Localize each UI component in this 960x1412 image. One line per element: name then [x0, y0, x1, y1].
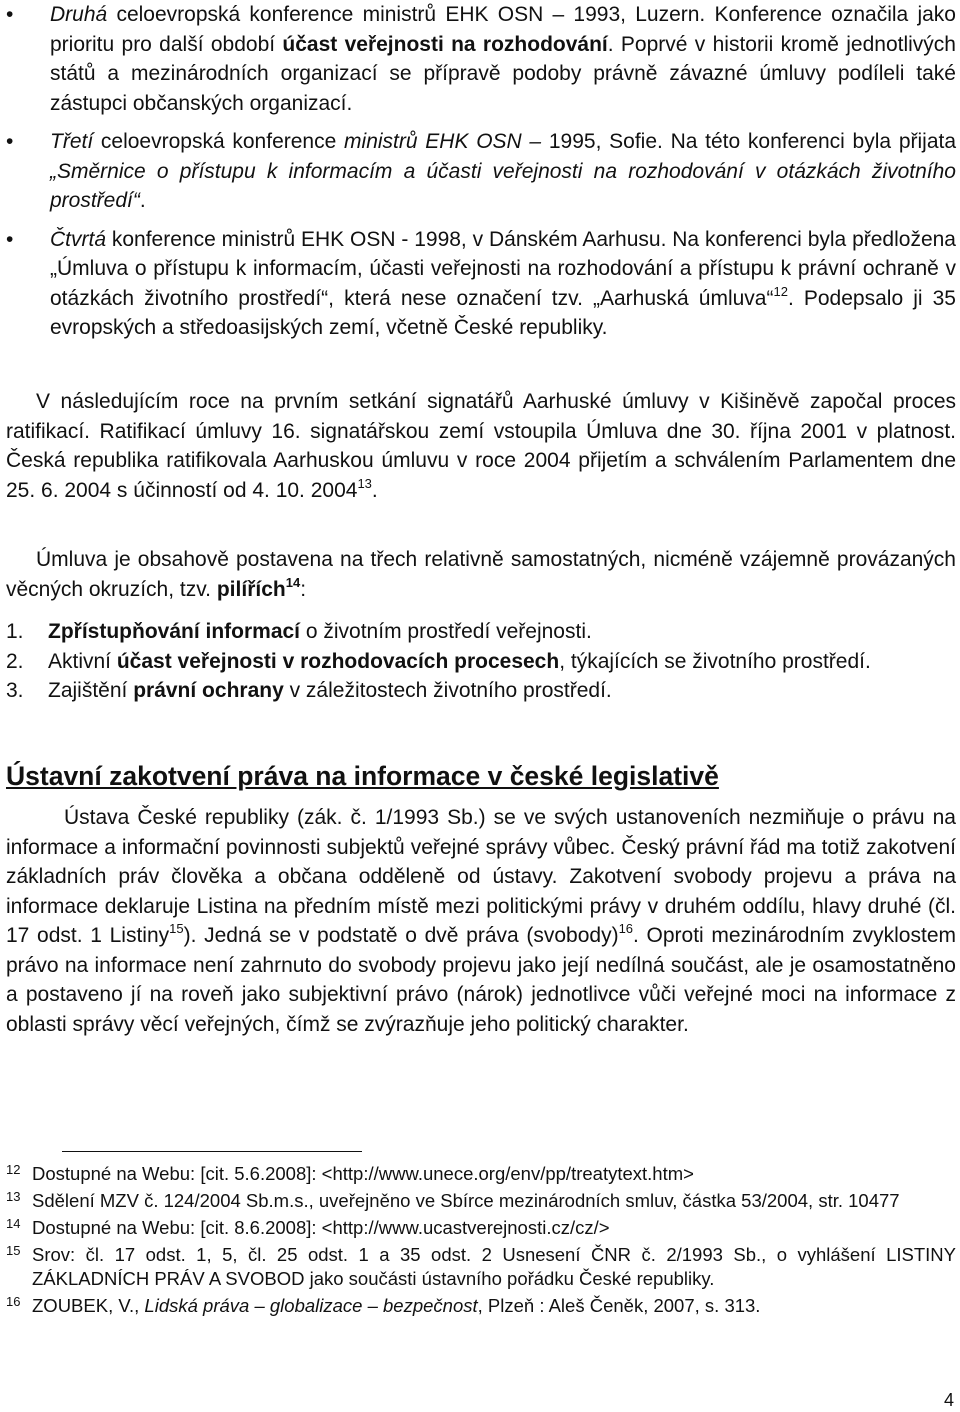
pillar-item: 2. Aktivní účast veřejnosti v rozhodovacích procesech, týkajících se životního prostředí. — [6, 649, 871, 673]
footnote-item: 14 Dostupné na Webu: [cit. 8.6.2008]: <http://www.ucastverejnosti.cz/cz/> — [6, 1216, 610, 1238]
book-title: Lidská práva – globalizace – bezpečnost — [144, 1294, 478, 1316]
pillar-item: 3. Zajištění právní ochrany v záležitostech životního prostředí. — [6, 679, 612, 702]
footnote-item: 12 Dostupné na Webu: [cit. 5.6.2008]: <http://www.unece.org/env/pp/treatytext.htm> — [6, 1162, 694, 1184]
footnote-ref[interactable]: 13 — [357, 475, 372, 491]
page-number: 4 — [943, 1390, 954, 1410]
bullet-fourth-conference: • Čtvrtá konference ministrů EHK OSN - 1998, v Dánském Aarhusu. Na konferenci byla předložena „Úmluva o přístupu k informacím, účasti veřejnosti na rozhodování a přístupu k právní ochraně v otázkách životního prostředí“, která nese označení tzv. „Aarhuská úmluva“$^{12}$. Podepsalo ji 35 evropských a středoasijských zemí, včetně České republiky. — [0, 225, 960, 343]
footnote-ref[interactable]: 16 — [618, 921, 634, 936]
footnote-separator — [62, 1151, 362, 1152]
pillars-list — [6, 617, 956, 706]
pillar-item: 1. Zpřístupňování informací o životním prostředí veřejnosti. — [6, 620, 592, 643]
footnote-item: 13 Sdělení MZV č. 124/2004 Sb.m.s., uveřejněno ve Sbírce mezinárodních smluv, částka 53/2004, str. 10477 — [6, 1189, 900, 1211]
footnotes-list — [6, 1162, 956, 1321]
paragraph-constitution: Ústava České republiky (zák. č. 1/1993 Sb.) se ve svých ustanoveních nezmiňuje o právu na informace a informační povinnosti subjektů veřejné správy vůbec. Český právní řád ma totiž zakotvení základních práv člověka a občana odděleně od ústavy. Zakotvení svobody projevu a práva na informace deklaruje Listina na předním místě mezi politickými právy v druhém oddílu, hlavy druhé (čl. 17 odst. 1 Listiny$^{15}$). Jedná se v podstatě o dvě práva (svobody)$^{16}$. Oproti mezinárodním zvyklostem právo na informace není zahrnuto do svobody projevu jako její nedílná součást, ale je osamostatněno a postaveno jí na roveň jako subjektivní právo (nárok) jednotlivce vůči veřejné moci na informace z oblasti správy věcí veřejných, čímž se zvýrazňuje jeho politický charakter. — [6, 806, 956, 1036]
footnote-item: 15 Srov: čl. 17 odst. 1, 5, čl. 25 odst. 1 a 35 odst. 2 Usnesení ČNR č. 2/1993 Sb., o vyhlášení LISTINY ZÁKLADNÍCH PRÁV A SVOBOD jako součásti ústavního pořádku České republiky. — [6, 1243, 956, 1289]
bullet-lead: Čtvrtá — [50, 227, 107, 251]
conference-bullet-list — [0, 0, 960, 343]
bullet-third-conference: • Třetí celoevropská konference ministrů EHK OSN – 1995, Sofie. Na této konferenci byla přijata „Směrnice o přístupu k informacím a účasti veřejnosti na rozhodování v otázkách životního prostředí“. — [0, 127, 960, 216]
document-title: „Směrnice o přístupu k informacím a účasti veřejnosti na rozhodování v otázkách životního prostředí“ — [50, 159, 956, 212]
footnote-ref[interactable]: 12 — [773, 283, 788, 299]
bold-phrase: účast veřejnosti na rozhodování — [282, 32, 608, 56]
bullet-lead: Třetí — [50, 130, 94, 153]
bullet-second-conference: • Druhá celoevropská konference ministrů EHK OSN – 1993, Luzern. Konference označila jako prioritu pro další období účast veřejnosti na rozhodování. Poprvé v historii kromě jednotlivých států a mezinárodních organizací se přípravě podoby právně závazné úmluvy podíleli také zástupci občanských organizací. — [0, 0, 960, 118]
footnote-ref[interactable]: 14 — [285, 574, 301, 590]
section-heading: Ústavní zakotvení práva na informace v české legislativě — [6, 761, 719, 791]
paragraph-pillars: Úmluva je obsahově postavena na třech relativně samostatných, nicméně vzájemně provázaných věcných okruzích, tzv. pilířích$^{14}$: — [6, 548, 956, 601]
bullet-lead: Druhá — [50, 3, 108, 26]
footnote-ref[interactable]: 15 — [169, 921, 184, 936]
paragraph-ratification: V následujícím roce na prvním setkání signatářů Aarhuské úmluvy v Kišiněvě započal proces ratifikací. Ratifikací úmluvy 16. signatářskou zemí vstoupila Úmluva dne 30. října 2001 v platnost. Česká republika ratifikovala Aarhuskou úmluvu v roce 2004 přijetím a schválením Parlamentem dne 25. 6. 2004 s účinností od 4. 10. 2004$^{13}$. — [6, 390, 956, 502]
footnote-item: 16 ZOUBEK, V., Lidská práva – globalizace – bezpečnost, Plzeň : Aleš Čeněk, 2007, s. 313. — [6, 1293, 761, 1316]
